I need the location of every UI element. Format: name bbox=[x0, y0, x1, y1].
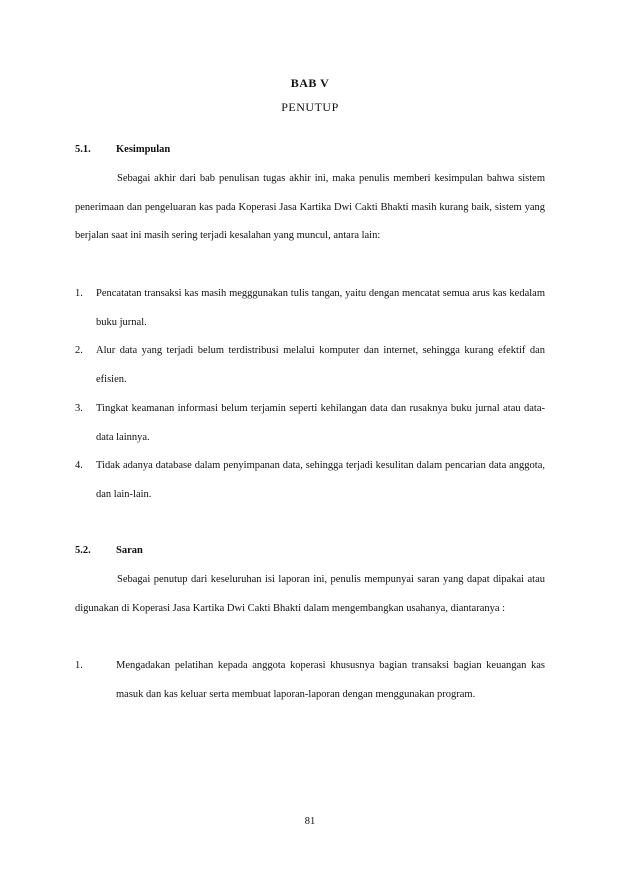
list-item bbox=[75, 395, 545, 452]
list-item-text: Tingkat keamanan informasi belum terjamin seperti kehilangan data dan rusaknya buku jurnal atau data-data lainnya. bbox=[96, 402, 545, 443]
list-item bbox=[75, 337, 545, 394]
list-item-text: Mengadakan pelatihan kepada anggota koperasi khususnya bagian transaksi bagian keuangan kas masuk dan kas keluar serta membuat laporan-laporan dengan menggunakan program. bbox=[116, 660, 545, 700]
kesimpulan-intro: Sebagai akhir dari bab penulisan tugas akhir ini, maka penulis memberi kesimpulan bahwa sistem penerimaan dan pengeluaran kas pada Koperasi Jasa Kartika Dwi Cakti Bhakti masih kurang baik, sistem yang berjalan saat ini masih sering terjadi kesalahan yang muncul, antara lain: bbox=[75, 173, 545, 242]
list-item bbox=[75, 280, 545, 337]
saran-list bbox=[75, 652, 545, 709]
list-item bbox=[75, 652, 545, 709]
list-marker: 4. bbox=[75, 460, 83, 472]
chapter-subtitle: PENUTUP bbox=[281, 100, 339, 114]
list-item-text: Pencatatan transaksi kas masih megggunakan tulis tangan, yaitu dengan mencatat semua arus kas kedalam buku jurnal. bbox=[96, 288, 545, 328]
list-item-text: Tidak adanya database dalam penyimpanan data, sehingga terjadi kesulitan dalam pencarian data anggota, dan lain-lain. bbox=[96, 460, 545, 500]
list-marker: 3. bbox=[75, 402, 83, 414]
section-number: 5.2. bbox=[75, 545, 91, 556]
section-title: Saran bbox=[116, 545, 143, 556]
list-item bbox=[75, 452, 545, 509]
list-item-text: Alur data yang terjadi belum terdistribusi melalui komputer dan internet, sehingga kurang efektif dan efisien. bbox=[96, 345, 545, 386]
list-marker: 1. bbox=[75, 288, 83, 299]
section-heading-saran bbox=[75, 545, 143, 556]
saran-intro: Sebagai penutup dari keseluruhan isi laporan ini, penulis mempunyai saran yang dapat dipakai atau digunakan di Koperasi Jasa Kartika Dwi Cakti Bhakti dalam mengembangkan usahanya, diantaranya : bbox=[75, 574, 545, 614]
page-number: 81 bbox=[304, 816, 316, 827]
list-marker: 2. bbox=[75, 345, 83, 357]
chapter-title: BAB V bbox=[290, 76, 330, 90]
section-number: 5.1. bbox=[75, 144, 91, 155]
kesimpulan-list bbox=[75, 280, 545, 510]
list-marker: 1. bbox=[75, 660, 83, 671]
section-title: Kesimpulan bbox=[116, 144, 171, 155]
section-heading-kesimpulan bbox=[75, 144, 170, 155]
